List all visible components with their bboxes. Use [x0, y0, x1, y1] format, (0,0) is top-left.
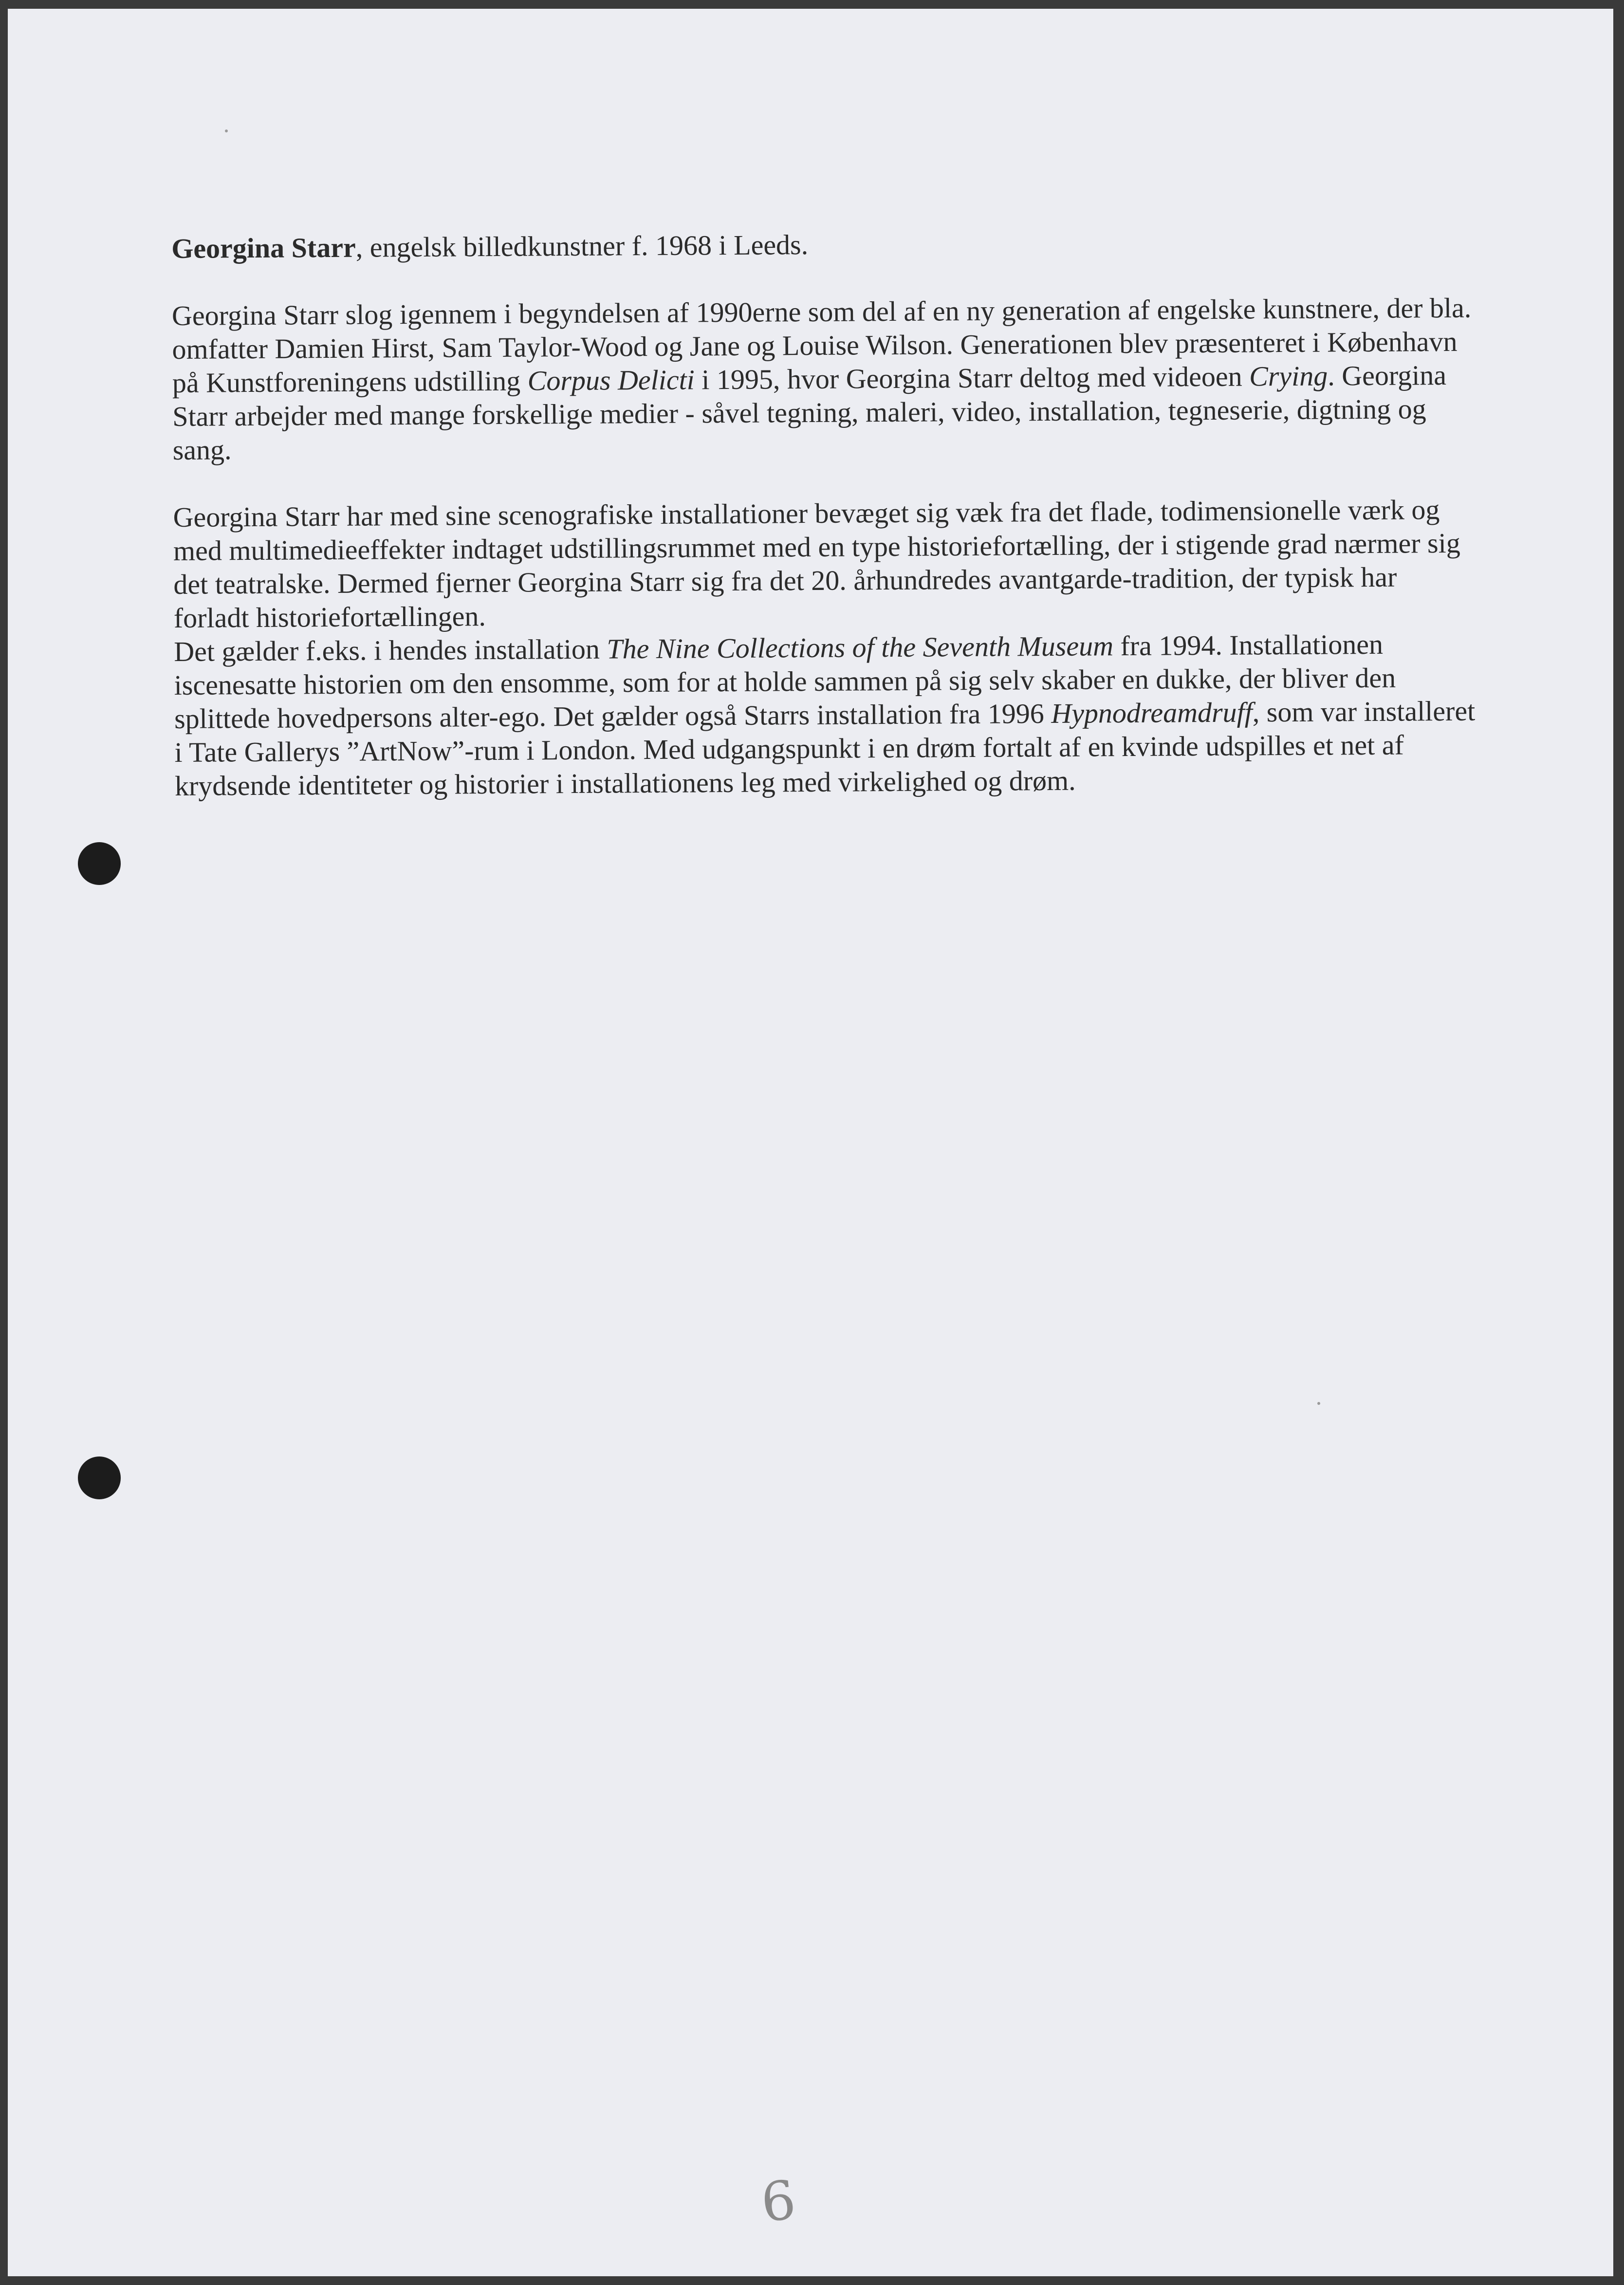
- handwritten-page-number: 6: [758, 2168, 799, 2234]
- paragraph-2: [173, 493, 1479, 803]
- paper-speck: [225, 129, 228, 132]
- paragraph-1: [172, 291, 1477, 467]
- artist-name: Georgina Starr: [171, 231, 356, 264]
- installation-title-2: Hypnodreamdruff: [1051, 696, 1253, 729]
- paragraph-2-text-3: fra 1994. Installationen iscenesatte historien om den ensomme, som for at holde sammen på sig selv skaber en dukke, der bliver den splittede hovedpersons alter-ego. Det gælder også Starrs installation fra 1996: [174, 628, 1396, 735]
- paragraph-2-text-2: Det gælder f.eks. i hendes installation: [174, 633, 607, 667]
- paragraph-2-text-4: , som var installeret i Tate Gallerys ”ArtNow”-rum i London. Med udgangspunkt i en drøm fortalt af en kvinde udspilles et net af krydsende identiteter og historier i installationens leg med virkelighed og drøm.: [174, 695, 1476, 802]
- paragraph-1-text-1: Georgina Starr slog igennem i begyndelsen af 1990erne som del af en ny generation af engelske kunstnere, der bla. omfatter Damien Hirst, Sam Taylor-Wood og Jane og Louise Wilson. Generationen blev præsenteret i København på Kunstforeningens udstilling: [171, 292, 1472, 399]
- installation-title-1: The Nine Collections of the Seventh Museum: [607, 630, 1114, 665]
- paragraph-2-text-1: Georgina Starr har med sine scenografiske installationer bevæget sig væk fra det flade, todimensionelle værk og med multimedieeffekter indtaget udstillingsrummet med en type historiefortælling, der i stigende grad nærmer sig det teatralske. Dermed fjerner Georgina Starr sig fra det 20. århundredes avantgarde-tradition, der typisk har forladt historiefortællingen.: [173, 494, 1460, 634]
- punch-hole: [78, 842, 121, 885]
- paragraph-1-text-3: . Georgina Starr arbejder med mange forskellige medier - såvel tegning, maleri, video, installation, tegneserie, digtning og sang.: [172, 359, 1447, 466]
- document-heading: [171, 224, 1476, 265]
- punch-hole: [78, 1456, 121, 1499]
- paragraph-1-text-2: i 1995, hvor Georgina Starr deltog med videoen: [694, 360, 1250, 396]
- paper-sheet: [8, 9, 1613, 2276]
- exhibition-title: Corpus Delicti: [527, 364, 695, 397]
- heading-description: , engelsk billedkunstner f. 1968 i Leeds.: [355, 229, 809, 263]
- paper-speck: [1317, 1402, 1320, 1405]
- document-body: [171, 224, 1479, 803]
- video-title: Crying: [1249, 360, 1328, 392]
